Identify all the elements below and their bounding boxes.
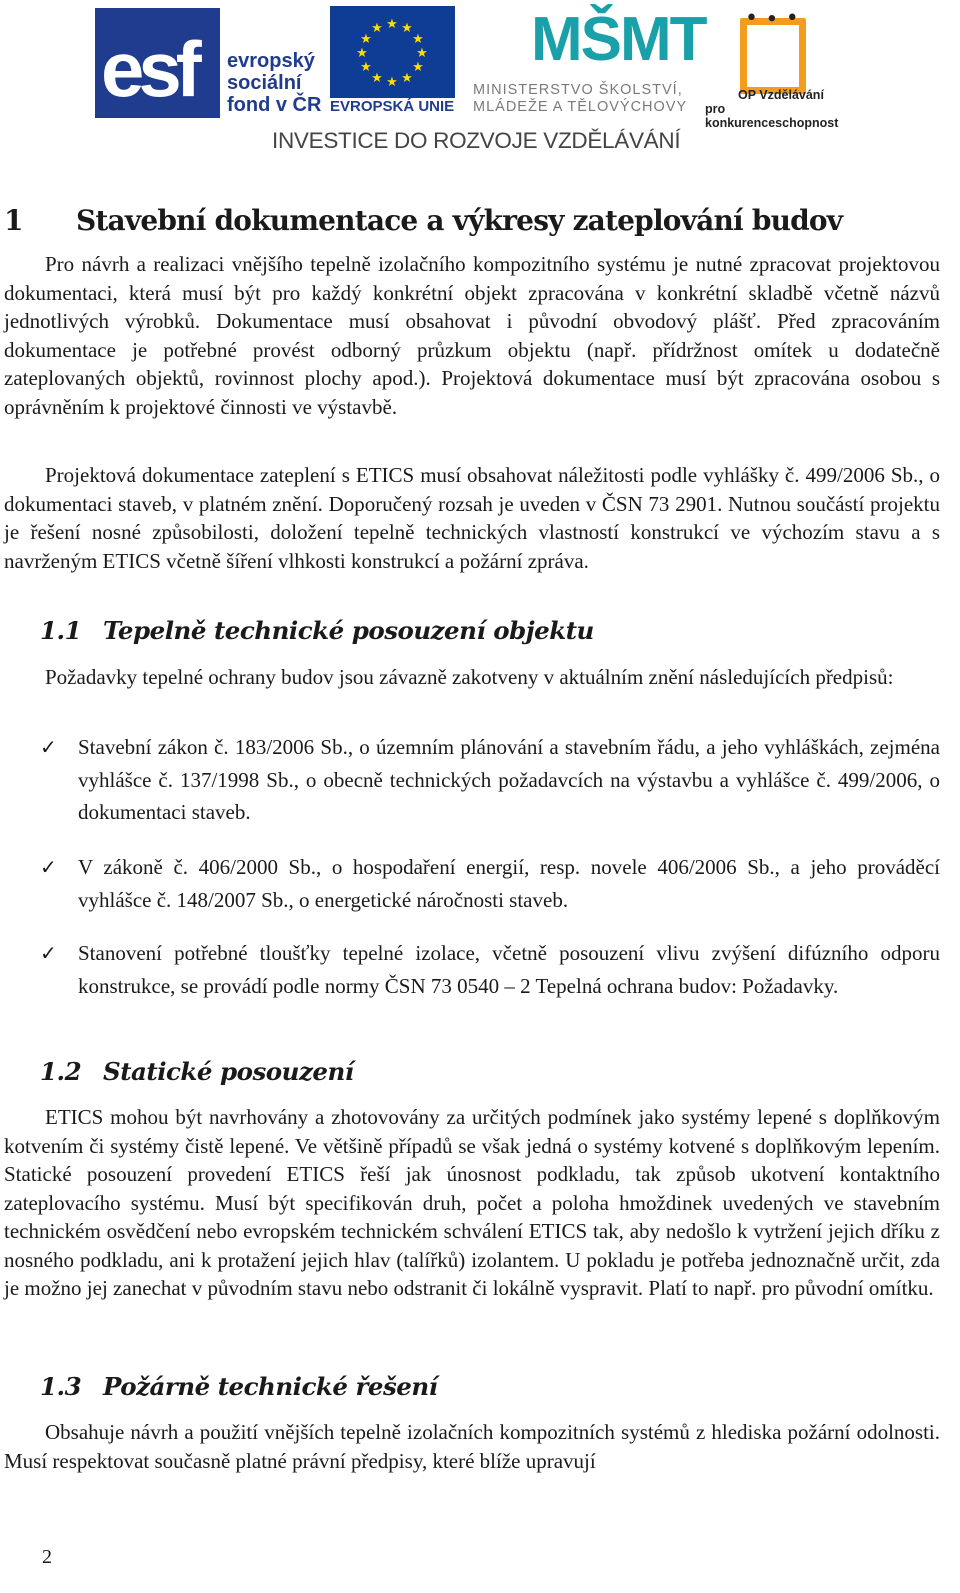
chapter-heading bbox=[4, 204, 842, 237]
svg-text:★: ★ bbox=[371, 71, 383, 86]
chapter-number: 1 bbox=[4, 204, 23, 237]
esf-logo bbox=[95, 8, 220, 118]
op-text-line: pro konkurenceschopnost bbox=[705, 102, 839, 130]
svg-text:★: ★ bbox=[416, 46, 428, 61]
section-heading bbox=[40, 616, 594, 645]
checkmark-icon: ✓ bbox=[40, 855, 57, 879]
paragraph bbox=[4, 250, 940, 421]
checkmark-icon: ✓ bbox=[40, 735, 57, 759]
paragraph bbox=[4, 1103, 940, 1303]
eu-logo-label: EVROPSKÁ UNIE bbox=[330, 98, 455, 115]
esf-logo-letters: esf bbox=[101, 25, 196, 113]
section-heading bbox=[40, 1057, 354, 1086]
eu-flag-logo bbox=[330, 6, 455, 98]
op-text-line: OP Vzdělávání bbox=[738, 88, 824, 102]
list-item-text: Stavební zákon č. 183/2006 Sb., o územním plánování a stavebním řádu, a jeho vyhláškách, zejména vyhlášce č. 137/1998 Sb., o obecně technických požadavcích na výstavbu a vyhlášce č. 499/2006, o dokumentaci staveb. bbox=[78, 735, 940, 824]
section-title: Statické posouzení bbox=[103, 1057, 354, 1086]
paragraph-text: Obsahuje návrh a použití vnějších tepelně izolačních kompozitních systémů z hlediska požární odolnosti. Musí respektovat současně platné právní předpisy, které blíže upravují bbox=[4, 1420, 940, 1473]
svg-text:★: ★ bbox=[412, 60, 424, 75]
svg-text:★: ★ bbox=[360, 60, 372, 75]
op-dots-icon: • ∙ • bbox=[745, 6, 799, 31]
section-title: Tepelně technické posouzení objektu bbox=[103, 616, 594, 645]
esf-text-line: fond v ČR bbox=[227, 94, 322, 116]
svg-text:★: ★ bbox=[401, 71, 413, 86]
svg-text:★: ★ bbox=[386, 17, 398, 32]
svg-text:★: ★ bbox=[401, 21, 413, 36]
checkmark-icon: ✓ bbox=[40, 941, 57, 965]
msmt-logo bbox=[473, 4, 706, 124]
msmt-text-line: MLÁDEŽE A TĚLOVÝCHOVY bbox=[473, 99, 688, 115]
section-heading bbox=[40, 1372, 438, 1401]
paragraph bbox=[4, 461, 940, 575]
esf-text-line: evropský bbox=[227, 50, 315, 72]
paragraph-text: Pro návrh a realizaci vnějšího tepelně izolačního kompozitního systému je nutné zpracovat projektovou dokumentaci, která musí být pro každý konkrétní objekt zpracována v konkrétní skladbě včetně názvů jednotlivých výrobků. Dokumentace musí obsahovat i původní obvodový plášť. Před zpracováním dokumentace je potřebné provést odborný průzkum objektu (např. přídržnost omítek u dodatečně zateplovaných objektů, rovinnost plochy apod.). Projektová dokumentace musí být zpracována osobou s oprávněním k projektové činnosti ve výstavbě. bbox=[4, 252, 940, 419]
section-number: 1.3 bbox=[40, 1372, 82, 1401]
paragraph bbox=[4, 663, 940, 692]
paragraph-text: ETICS mohou být navrhovány a zhotovovány za určitých podmínek jako systémy lepené s doplňkovým kotvením či systémy čistě lepené. Ve většině případů se však jedná o systémy kotvené s doplňkovým lepením. Statické posouzení provedení ETICS řeší jak únosnost podkladu, tak způsob ukotvení kontaktního zateplovacího systému. Musí být specifikován druh, počet a poloha hmoždinek uvedených ve stavebním technickém osvědčení nebo evropském technickém schválení ETICS tak, aby nedošlo k vytržení jejich dříku z nosného podkladu, ani k protažení jejich hlav (talířků) izolantem. U pokladu je potřeba jednoznačně určit, zda je možno jej zanechat v původním stavu nebo odstranit či lokálně vyspravit. Platí to např. pro původní omítku. bbox=[4, 1105, 940, 1300]
list-item bbox=[40, 851, 940, 916]
esf-text-line: sociální bbox=[227, 72, 302, 94]
svg-text:★: ★ bbox=[371, 21, 383, 36]
paragraph bbox=[4, 1418, 940, 1475]
paragraph-text: Požadavky tepelné ochrany budov jsou závazně zakotveny v aktuálním znění následujících předpisů: bbox=[45, 665, 894, 689]
eu-stars-icon bbox=[330, 6, 455, 98]
svg-text:★: ★ bbox=[412, 32, 424, 47]
paragraph-text: Projektová dokumentace zateplení s ETICS musí obsahovat náležitosti podle vyhlášky č. 499/2006 Sb., o dokumentaci staveb, v platném znění. Doporučený rozsah je uveden v ČSN 73 2901. Nutnou součástí projektu je řešení nosné způsobilosti, doložení tepelně technických vlastností konstrukcí ve výchozím stavu a s navrženým ETICS včetně šíření vlhkosti konstrukcí a požární zpráva. bbox=[4, 463, 940, 573]
section-title: Požárně technické řešení bbox=[103, 1372, 438, 1401]
op-logo bbox=[705, 4, 855, 130]
esf-logo-text bbox=[227, 50, 321, 116]
msmt-logo-mark: MŠMT bbox=[531, 5, 706, 74]
svg-text:★: ★ bbox=[360, 32, 372, 47]
page-number: 2 bbox=[42, 1546, 52, 1568]
section-number: 1.1 bbox=[40, 616, 82, 645]
tagline: INVESTICE DO ROZVOJE VZDĚLÁVÁNÍ bbox=[272, 128, 681, 153]
svg-text:★: ★ bbox=[356, 46, 368, 61]
list-item bbox=[40, 937, 940, 1002]
svg-text:★: ★ bbox=[386, 75, 398, 90]
chapter-title: Stavební dokumentace a výkresy zateplování budov bbox=[76, 204, 843, 237]
section-number: 1.2 bbox=[40, 1057, 82, 1086]
list-item-text: Stanovení potřebné tloušťky tepelné izolace, včetně posouzení vlivu zvýšení difúzního odporu konstrukce, se provádí podle normy ČSN 73 0540 – 2 Tepelná ochrana budov: Požadavky. bbox=[78, 941, 940, 998]
list-item bbox=[40, 731, 940, 829]
msmt-text-line: MINISTERSTVO ŠKOLSTVÍ, bbox=[473, 82, 683, 98]
list-item-text: V zákoně č. 406/2000 Sb., o hospodaření energií, resp. novele 406/2006 Sb., a jeho prováděcí vyhlášce č. 148/2007 Sb., o energetické náročnosti staveb. bbox=[78, 855, 940, 912]
